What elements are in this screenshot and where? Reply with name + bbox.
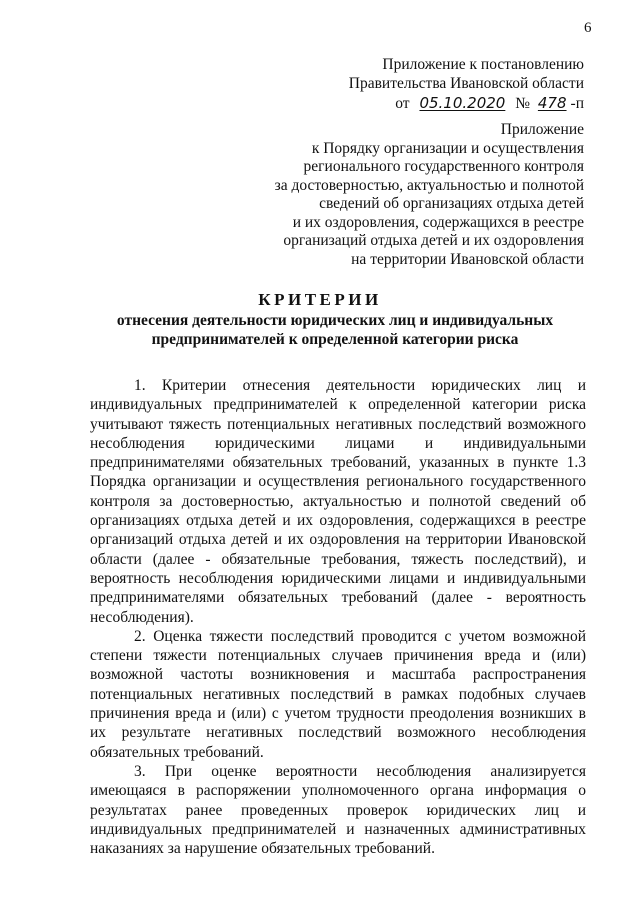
document-body [90,376,586,858]
appendix-block [275,121,584,269]
document-title: КРИТЕРИИ [258,290,382,309]
date-prefix: от [395,95,410,112]
handwritten-number: 478 [537,94,567,112]
annex-header-date-line [395,94,584,113]
number-suffix: -п [570,95,584,112]
number-prefix: № [515,95,531,112]
paragraph-2: 2. Оценка тяжести последствий проводится с учетом возможной степени тяжести потенциальных случаев причинения вреда и (или) возможной частоты возникновения и масштаба распространения потенциальных негативных последствий в рамках подобных случаев причинения вреда и (или) с учетом трудности преодоления возникших в их результате негативных последствий возможного несоблюдения обязательных требований. [90,627,586,761]
appendix-line: к Порядку организации и осуществления [311,139,584,157]
page-number: 6 [584,20,592,36]
annex-header-line-2: Правительства Ивановской области [348,75,584,92]
paragraph-3: 3. При оценке вероятности несоблюдения анализируется имеющаяся в распоряжении уполномоченного органа информация о результатах ранее проведенных проверок юридических лиц и индивидуальных предпринимателей и назначенных административных наказаниях за нарушение обязательных требований. [90,762,586,858]
document-subtitle: отнесения деятельности юридических лиц и индивидуальных предпринимателей к определенной категории риска [116,312,554,348]
appendix-line: за достоверностью, актуальностью и полнотой [274,176,584,194]
appendix-line: на территории Ивановской области [351,250,584,268]
paragraph-1: 1. Критерии отнесения деятельности юридических лиц и индивидуальных предпринимателей к определенной категории риска учитывают тяжесть потенциальных негативных последствий возможного несоблюдения юридическими лицами и индивидуальными предпринимателями обязательных требований, указанных в пункте 1.3 Порядка организации и осуществления регионального государственного контроля за достоверностью, актуальностью и полнотой сведений об организациях отдыха детей и их оздоровления, содержащихся в реестре организаций отдыха детей и их оздоровления на территории Ивановской области (далее - обязательные требования, тяжесть последствий), и вероятность несоблюдения юридическими лицами и индивидуальными предпринимателями обязательных требований (далее - вероятность несоблюдения). [90,377,586,626]
appendix-line: и их оздоровления, содержащихся в реестре [292,213,584,231]
appendix-line: Приложение [500,121,584,138]
annex-header-line-1: Приложение к постановлению [382,56,584,73]
handwritten-date: 05.10.2020 [419,94,506,112]
appendix-line: регионального государственного контроля [303,158,584,175]
appendix-line: сведений об организациях отдыха детей [319,195,584,212]
appendix-line: организаций отдыха детей и их оздоровления [283,232,584,249]
